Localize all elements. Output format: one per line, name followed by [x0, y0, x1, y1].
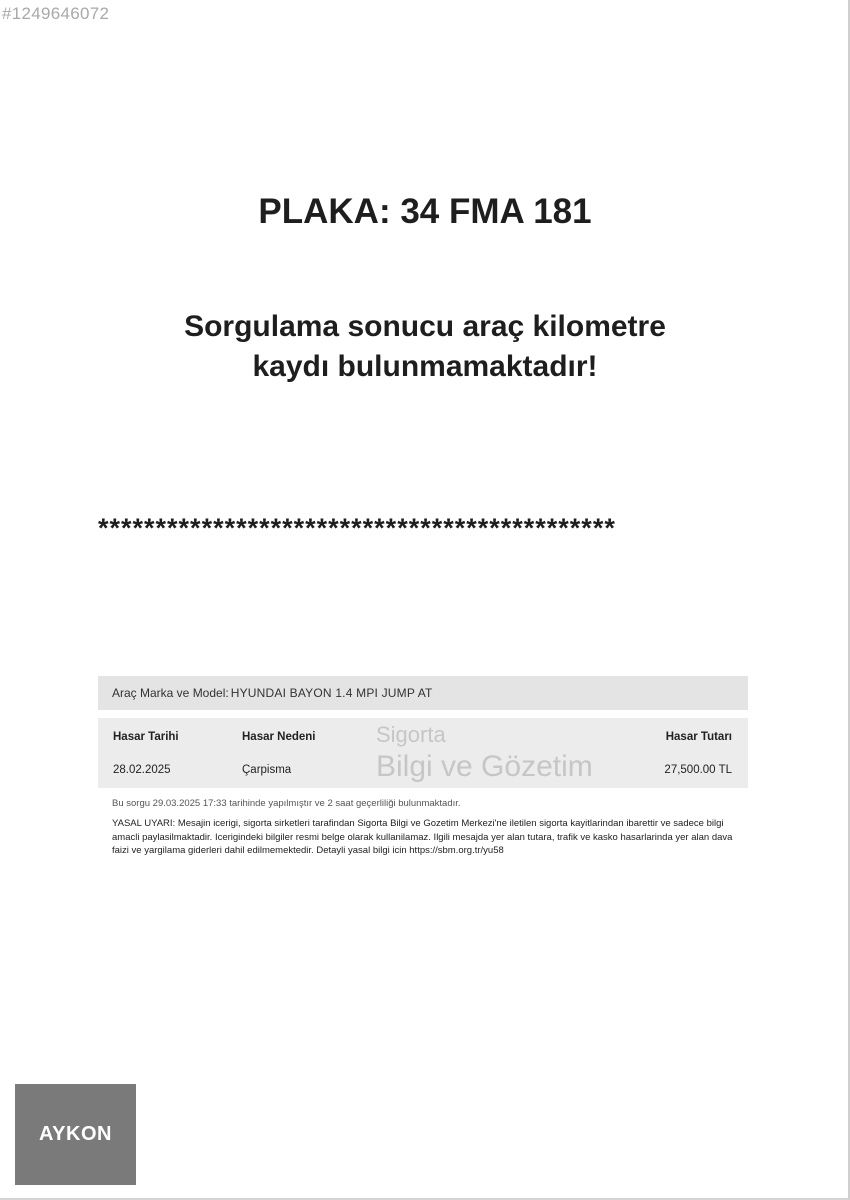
result-message: [0, 307, 850, 387]
vehicle-model-label: Araç Marka ve Model:: [112, 686, 229, 700]
asterisk-separator: *********************************************: [98, 513, 616, 543]
logo-text: AYKON: [39, 1123, 112, 1145]
vehicle-model-value: HYUNDAI BAYON 1.4 MPI JUMP AT: [230, 686, 433, 700]
claim-date: 28.02.2025: [113, 764, 171, 776]
legal-notice: YASAL UYARI: Mesajin icerigi, sigorta sirketleri tarafindan Sigorta Bilgi ve Gozetim Merkezi'ne iletilen sigorta kayitlarindan ibarettir ve sadece bilgi amacli paylasilmaktadir. Icerigindeki bilgiler resmi belge olarak kullanilamaz. Ilgili mesajda yer alan tutara, trafik ve kasko hasarlarinda yer alan dava faizi ve yargilama giderleri dahil edilmemektedir. Detayli yasal bilgi icin https://sbm.org.tr/yu58: [112, 818, 733, 856]
column-header-date: Hasar Tarihi: [113, 731, 179, 743]
sbm-watermark: [376, 718, 636, 788]
claim-amount: 27,500.00 TL: [664, 764, 732, 776]
vehicle-model-row: [98, 676, 748, 710]
column-header-reason: Hasar Nedeni: [242, 731, 316, 743]
watermark-line1: Sigorta: [376, 722, 446, 747]
result-message-line1: Sorgulama sonucu araç kilometre: [184, 310, 666, 343]
damage-report: [98, 676, 748, 858]
listing-id: #1249646072: [2, 4, 110, 23]
column-header-amount: Hasar Tutarı: [665, 731, 732, 743]
result-message-line2: kaydı bulunmamaktadır!: [252, 350, 598, 383]
claims-table: [98, 718, 748, 788]
watermark-line2: Bilgi ve Gözetim: [376, 750, 593, 783]
aykon-logo: [15, 1084, 136, 1185]
plate-title: PLAKA: 34 FMA 181: [258, 192, 592, 231]
query-note: Bu sorgu 29.03.2025 17:33 tarihinde yapılmıştır ve 2 saat geçerliliği bulunmaktadır.: [112, 798, 461, 809]
claim-reason: Çarpisma: [242, 764, 292, 776]
